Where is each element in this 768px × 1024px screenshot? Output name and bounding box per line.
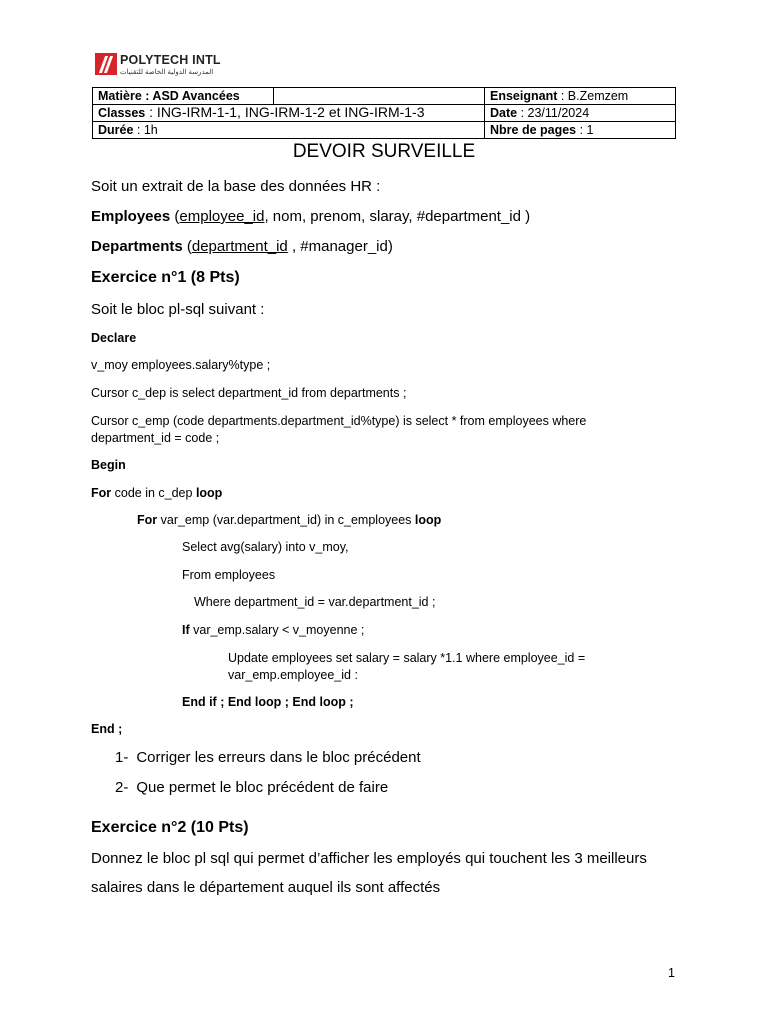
code-line: v_moy employees.salary%type ; — [91, 358, 271, 372]
school-logo — [95, 53, 220, 79]
exercise-1-intro: Soit le bloc pl-sql suivant : — [91, 301, 265, 318]
exercise-2-line-1: Donnez le bloc pl sql qui permet d’afficher les employés qui touchent les 3 meilleurs — [91, 850, 647, 867]
pages-cell: Nbre de pages : 1 — [485, 122, 676, 139]
empty-cell — [274, 88, 485, 105]
duree-cell: Durée : 1h — [93, 122, 485, 139]
code-end: End ; — [91, 722, 123, 736]
code-line: Select avg(salary) into v_moy, — [182, 540, 349, 554]
question-2: 2- Que permet le bloc précédent de faire — [115, 779, 389, 796]
code-begin: Begin — [91, 458, 126, 472]
code-declare: Declare — [91, 331, 137, 345]
logo-name: POLYTECH INTL — [120, 53, 221, 67]
code-line: Where department_id = var.department_id ; — [194, 595, 436, 609]
polytech-logo-icon — [95, 53, 117, 75]
document-title: DEVOIR SURVEILLE — [292, 141, 476, 162]
code-line: Cursor c_dep is select department_id from departments ; — [91, 386, 407, 400]
schema-departments: Departments (department_id , #manager_id) — [91, 238, 393, 255]
code-line: Cursor c_emp (code departments.department_id%type) is select * from employees where department_id = code ; — [91, 414, 587, 445]
code-line: From employees — [182, 568, 276, 582]
code-if: If var_emp.salary < v_moyenne ; — [182, 623, 365, 637]
page-number: 1 — [668, 966, 675, 980]
date-cell: Date : 23/11/2024 — [485, 105, 676, 122]
intro-text: Soit un extrait de la base des données HR : — [91, 178, 381, 195]
enseignant-cell: Enseignant : B.Zemzem — [485, 88, 676, 105]
question-1: 1- Corriger les erreurs dans le bloc précédent — [115, 749, 421, 766]
code-line: Update employees set salary = salary *1.1 where employee_id = var_emp.employee_id : — [228, 651, 586, 682]
exercise-2-line-2: salaires dans le département auquel ils sont affectés — [91, 879, 441, 896]
code-for-inner: For var_emp (var.department_id) in c_employees loop — [137, 513, 442, 527]
matiere-cell: Matière : ASD Avancées — [93, 88, 274, 105]
schema-employees: Employees (employee_id, nom, prenom, slaray, #department_id ) — [91, 208, 531, 225]
exercise-1-title: Exercice n°1 (8 Pts) — [91, 269, 240, 286]
code-for-outer: For code in c_dep loop — [91, 486, 223, 500]
classes-cell: Classes : ING-IRM-1-1, ING-IRM-1-2 et ING-IRM-1-3 — [93, 105, 485, 122]
code-endif: End if ; End loop ; End loop ; — [182, 695, 354, 709]
logo-subtitle: المدرسة الدولية الخاصة للتقنيات — [120, 69, 214, 76]
exam-header-table — [92, 87, 676, 139]
exercise-2-title: Exercice n°2 (10 Pts) — [91, 819, 249, 836]
